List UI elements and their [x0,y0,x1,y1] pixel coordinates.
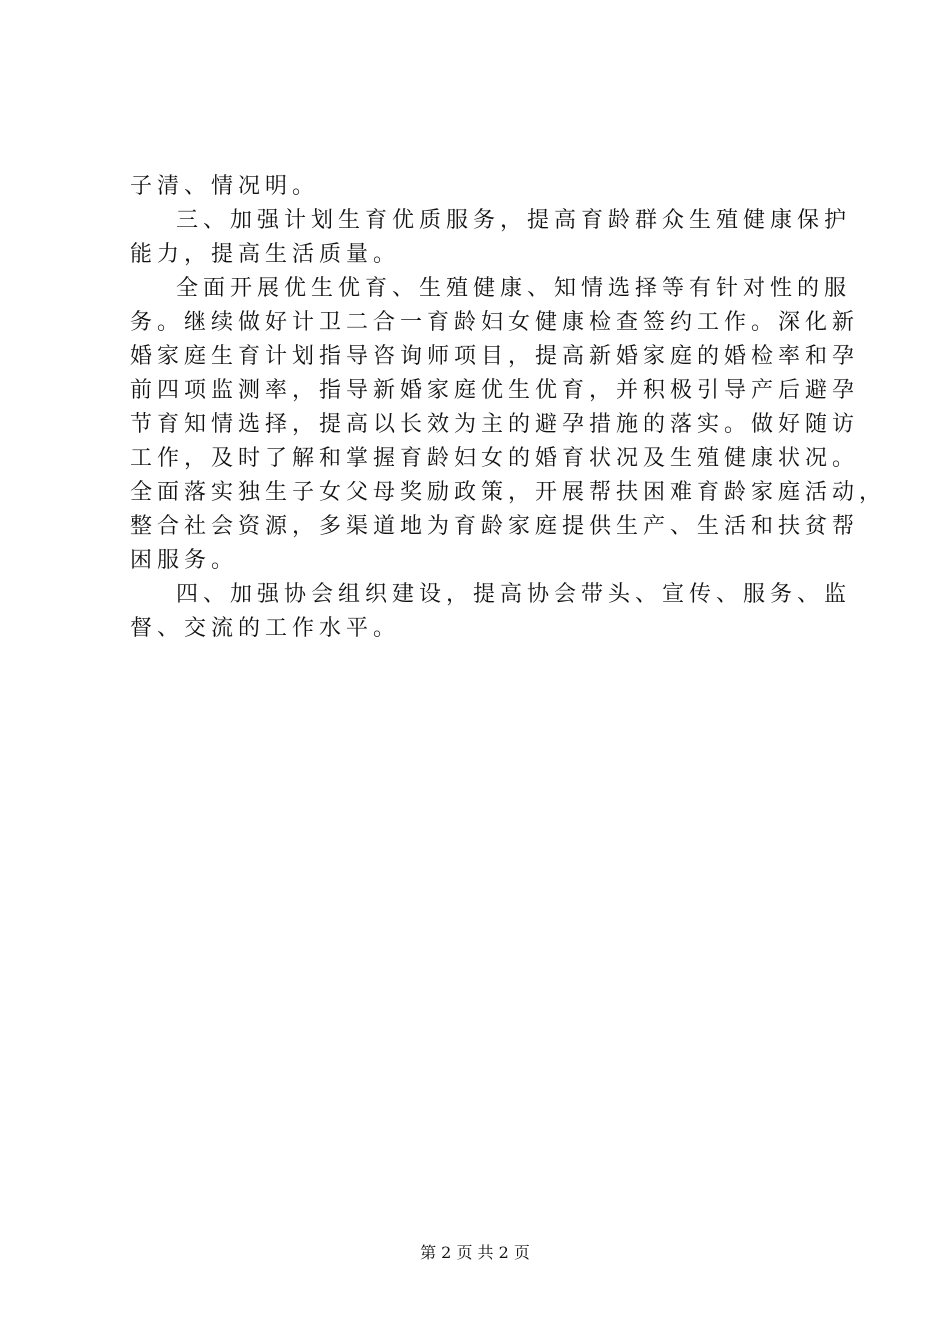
text-line: 子清、情况明。 [130,174,320,199]
text-line: 前四项监测率，指导新婚家庭优生优育，并积极引导产后避孕 [130,378,860,403]
text-line: 能力，提高生活质量。 [130,242,401,267]
page-number-label: 第 2 页 共 2 页 [420,1243,530,1262]
text-line: 婚家庭生育计划指导咨询师项目，提高新婚家庭的婚检率和孕 [130,344,860,369]
text-line: 督、交流的工作水平。 [130,616,401,641]
text-line: 困服务。 [130,548,239,573]
paragraph-start: 全面开展优生优育、生殖健康、知情选择等有针对性的服 [176,276,852,301]
text-line: 全面落实独生子女父母奖励政策，开展帮扶困难育龄家庭活动， [130,480,887,505]
document-body [130,170,887,646]
page-footer [0,1242,950,1264]
section-heading-three: 三、加强计划生育优质服务，提高育龄群众生殖健康保护 [176,208,852,233]
text-line: 节育知情选择，提高以长效为主的避孕措施的落实。做好随访 [130,412,860,437]
text-line: 工作，及时了解和掌握育龄妇女的婚育状况及生殖健康状况。 [130,446,860,471]
text-line: 整合社会资源，多渠道地为育龄家庭提供生产、生活和扶贫帮 [130,514,860,539]
section-heading-four: 四、加强协会组织建设，提高协会带头、宣传、服务、监 [176,582,852,607]
text-line: 务。继续做好计卫二合一育龄妇女健康检查签约工作。深化新 [130,310,860,335]
